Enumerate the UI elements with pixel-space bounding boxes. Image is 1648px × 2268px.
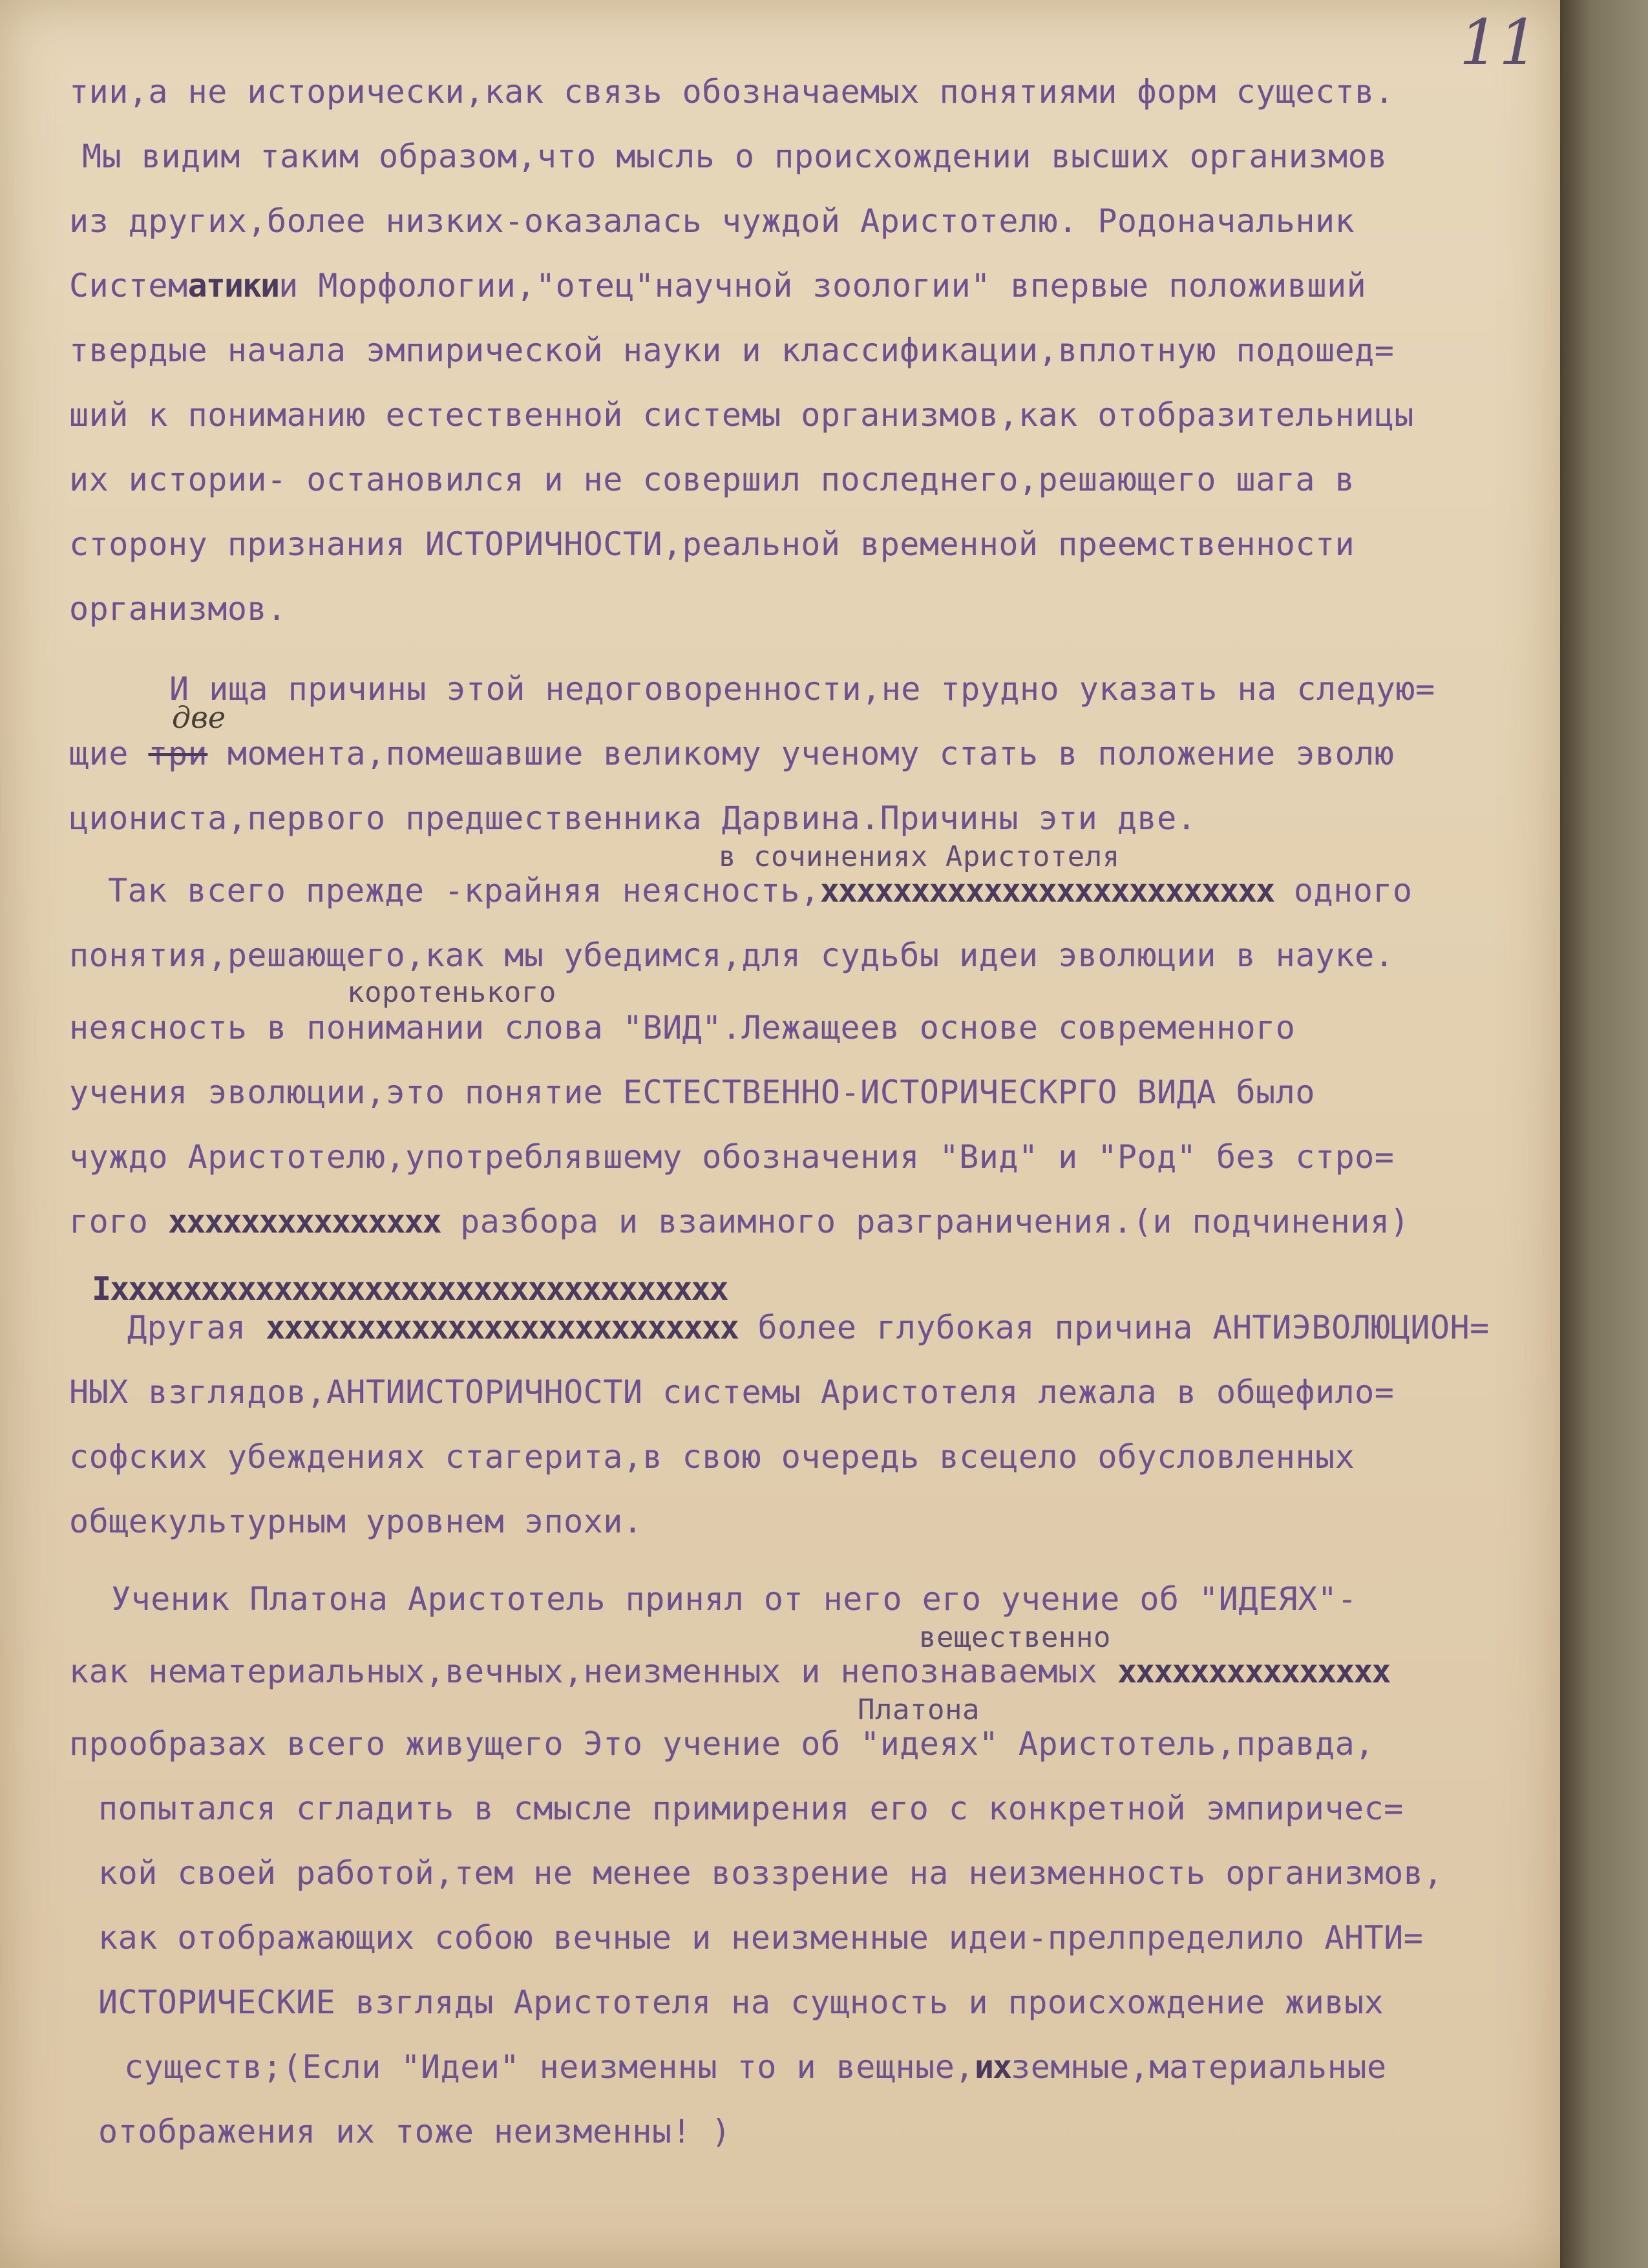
- interlinear-insert: вещественно: [919, 1621, 1111, 1654]
- text-line-17: чуждо Аристотелю,употреблявшему обозначения "Вид" и "Род" без стро=: [69, 1138, 1395, 1176]
- text-line-4: Систематикии Морфологии,"отец"научной зоологии" впервые положивший: [69, 267, 1367, 304]
- text-line-11: щие три момента,помешавшие великому ученому стать в положение эволю: [69, 735, 1395, 772]
- text-line-6: ший к пониманию естественной системы организмов,как отобразительницы: [69, 396, 1414, 434]
- text-line-23: общекультурным уровнем эпохи.: [69, 1503, 643, 1540]
- strikeover: xxxxxxxxxxxxxxx: [168, 1203, 441, 1240]
- text-line-9: организмов.: [69, 590, 287, 628]
- strikeover: xxxxxxxxxxxxxxxxxxxxxxxxxx: [266, 1309, 738, 1346]
- text-line-8: сторону признания ИСТОРИЧНОСТИ,реальной временной преемственности: [69, 525, 1355, 563]
- text-line-16: учения эволюции,это понятие ЕСТЕСТВЕННО-ИСТОРИЧЕСКРГО ВИДА было: [69, 1074, 1315, 1111]
- strikeover: атики: [187, 267, 279, 304]
- text-line-29: как отображающих собою вечные и неизменные идеи-прелпределило АНТИ=: [98, 1919, 1424, 1956]
- page-number: 11: [1459, 6, 1539, 79]
- strikeover: их: [974, 2048, 1011, 2086]
- text-line-21: НЫХ взглядов,АНТИИСТОРИЧНОСТИ системы Аристотеля лежала в общефило=: [69, 1373, 1395, 1411]
- text-line-14: понятия,решающего,как мы убедимся,для судьбы идеи эволюции в науке.: [69, 937, 1395, 974]
- strikeover: xxxxxxxxxxxxxxx: [1117, 1653, 1390, 1690]
- text-line-27: попытался сгладить в смысле примирения его с конкретной эмпиричес=: [98, 1790, 1404, 1827]
- text-line-5: твердые начала эмпирической науки и классификации,вплотную подошед=: [69, 332, 1395, 369]
- interlinear-insert: коротенького: [347, 976, 556, 1009]
- text-line-30: ИСТОРИЧЕСКИЕ взгляды Аристотеля на сущность и происхождение живых: [98, 1984, 1384, 2021]
- text-line-12: циониста,первого предшественника Дарвина.Причины эти две.: [69, 800, 1197, 837]
- text-line-28: кой своей работой,тем не менее воззрение на неизменность организмов,: [98, 1854, 1443, 1892]
- text-line-13: Так всего прежде -крайняя неясность,xxxxxxxxxxxxxxxxxxxxxxxxx одного: [108, 872, 1413, 909]
- interlinear-insert: Платона: [858, 1693, 980, 1726]
- text-line-22: софских убеждениях стагерита,в свою очередь всецело обусловленных: [69, 1438, 1355, 1476]
- text-line-25: как нематериальных,вечных,неизменных и непознаваемых xxxxxxxxxxxxxxx: [69, 1653, 1390, 1690]
- scanner-background-strip: [1560, 0, 1648, 2268]
- struck-line: Ixxxxxxxxxxxxxxxxxxxxxxxxxxxxxxxxxx: [92, 1270, 728, 1308]
- text-line-20: Другая xxxxxxxxxxxxxxxxxxxxxxxxxx более глубокая причина АНТИЭВОЛЮЦИОН=: [127, 1309, 1490, 1346]
- struck-word: три: [148, 735, 208, 772]
- text-line-32: отображения их тоже неизменны! ): [98, 2113, 732, 2150]
- text-line-24: Ученик Платона Аристотель принял от него его учение об "ИДЕЯХ"-: [111, 1580, 1357, 1618]
- interlinear-insert: в сочинениях Аристотеля: [719, 840, 1120, 873]
- strikeover: xxxxxxxxxxxxxxxxxxxxxxxxx: [819, 872, 1274, 909]
- text-line-26: прообразах всего живущего Это учение об "идеях" Аристотель,правда,: [69, 1725, 1375, 1763]
- text-line-31: существ;(Если "Идеи" неизменны то и вещные,ихземные,материальные: [124, 2048, 1387, 2086]
- text-line-3: из других,более низких-оказалась чуждой Аристотелю. Родоначальник: [69, 202, 1355, 240]
- text-line-10: И ища причины этой недоговоренности,не трудно указать на следую=: [169, 670, 1435, 708]
- text-line-1: тии,а не исторически,как связь обозначаемых понятиями форм существ.: [69, 73, 1395, 111]
- text-line-15: неясность в понимании слова "ВИД".Лежащеев основе современного: [69, 1009, 1296, 1046]
- text-line-18: гого xxxxxxxxxxxxxxx разбора и взаимного разграничения.(и подчинения): [69, 1203, 1410, 1240]
- text-line-7: их истории- остановился и не совершил последнего,решающего шага в: [69, 461, 1355, 498]
- handwritten-correction: две: [172, 700, 226, 735]
- text-line-2: Мы видим таким образом,что мысль о происхождении высших организмов: [82, 138, 1388, 175]
